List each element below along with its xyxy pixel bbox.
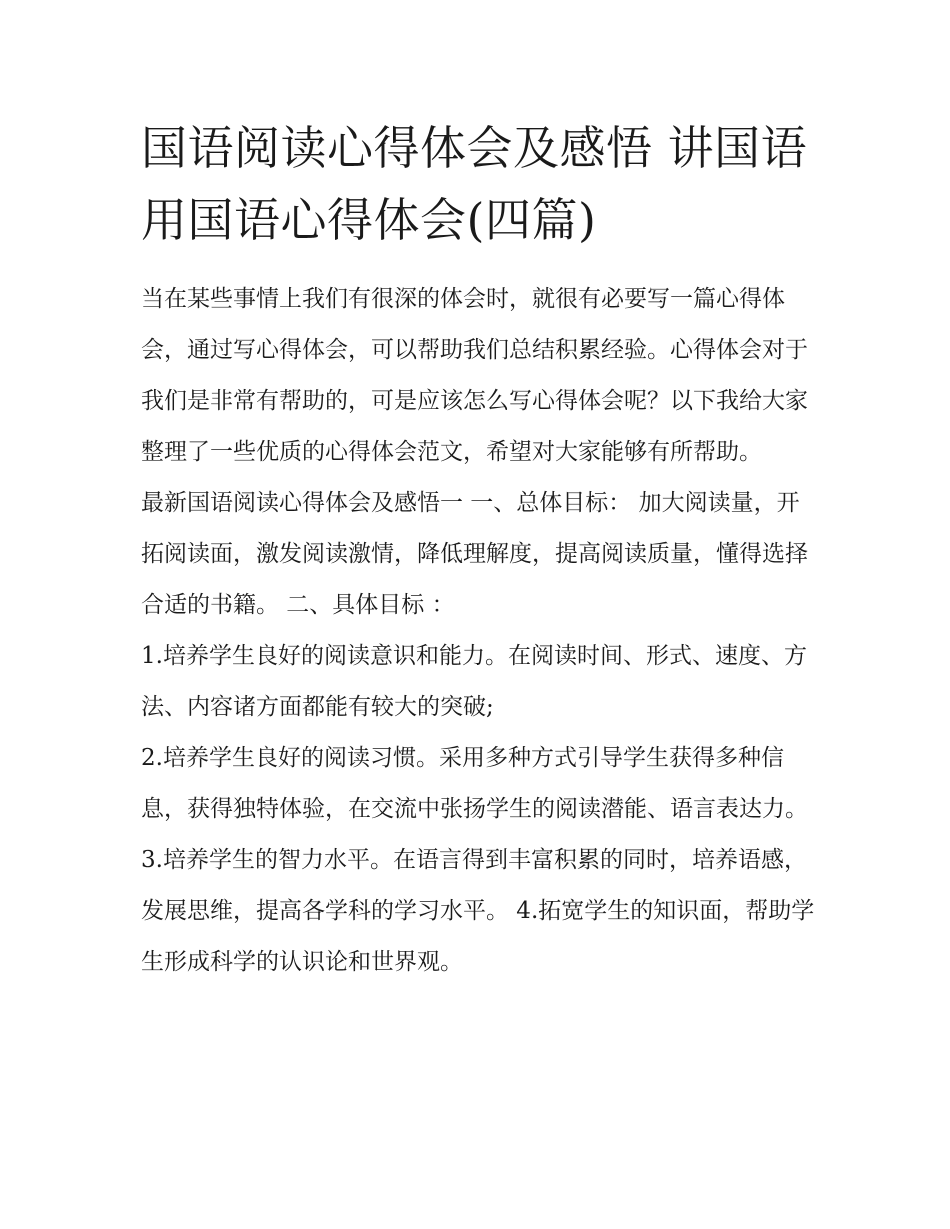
- goal-item-3: 3.培养学生的智力水平。在语言得到丰富积累的同时，培养语感，发展思维，提高各学科的学习水平。 4.拓宽学生的知识面，帮助学生形成科学的认识论和世界观。: [141, 847, 815, 975]
- goals-paragraph: 最新国语阅读心得体会及感悟一 一、总体目标： 加大阅读量，开拓阅读面，激发阅读激情，降低理解度，提高阅读质量，懂得选择合适的书籍。 二、具体目标 ：: [141, 490, 808, 618]
- intro-paragraph: 当在某些事情上我们有很深的体会时，就很有必要写一篇心得体会，通过写心得体会，可以帮助我们总结积累经验。心得体会对于我们是非常有帮助的，可是应该怎么写心得体会呢？以下我给大家整理了一些优质的心得体会范文，希望对大家能够有所帮助。: [141, 286, 808, 465]
- document-body: [141, 112, 815, 988]
- document-title: 国语阅读心得体会及感悟 讲国语用国语心得体会(四篇): [141, 121, 808, 247]
- goal-item-2: 2.培养学生良好的阅读习惯。采用多种方式引导学生获得多种信息，获得独特体验，在交流中张扬学生的阅读潜能、语言表达力。: [141, 745, 808, 822]
- goal-item-1: 1.培养学生良好的阅读意识和能力。在阅读时间、形式、速度、方法、内容诸方面都能有较大的突破;: [141, 643, 807, 720]
